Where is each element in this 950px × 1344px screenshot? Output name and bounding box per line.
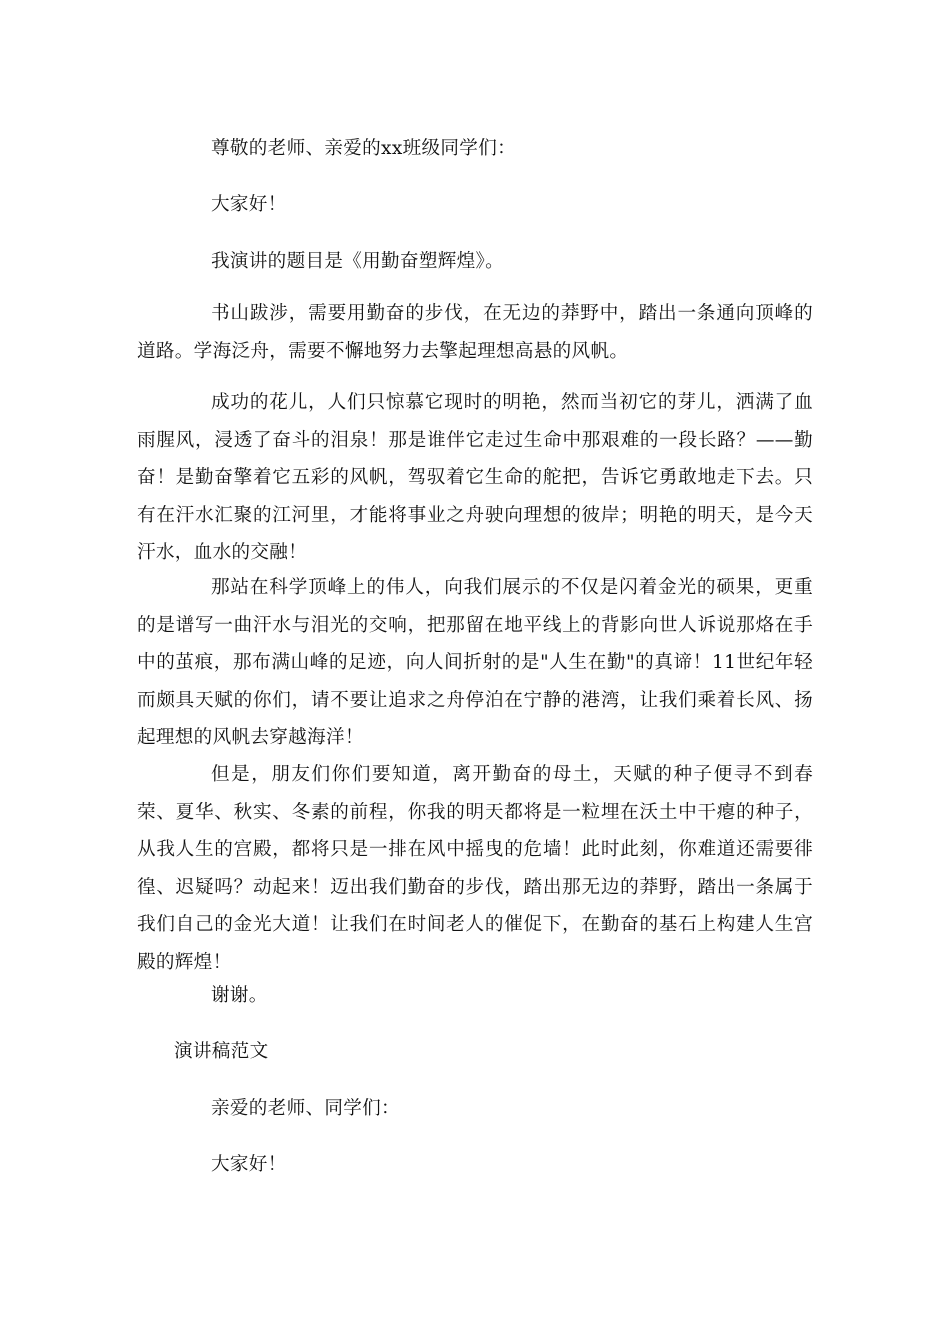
salutation: 尊敬的老师、亲爱的xx班级同学们： (211, 138, 516, 159)
speech-title-line: 我演讲的题目是《用勤奋塑辉煌》。 (211, 251, 505, 272)
body-paragraph: 书山跋涉，需要用勤奋的步伐，在无边的莽野中，踏出一条通向顶峰的道路。学海泛舟，需要不懈地努力去擎起理想高悬的风帆。 (137, 303, 813, 362)
greeting: 大家好！ (211, 194, 287, 215)
body-paragraph: 成功的花儿，人们只惊慕它现时的明艳，然而当初它的芽儿，洒满了血雨腥风，浸透了奋斗的泪泉！那是谁伴它走过生命中那艰难的一段长路？——勤奋！是勤奋擎着它五彩的风帆，驾驭着它生命的舵把，告诉它勇敢地走下去。只有在汗水汇聚的江河里，才能将事业之舟驶向理想的彼岸；明艳的明天，是今天汗水，血水的交融！ (137, 392, 813, 563)
body-paragraph: 但是，朋友们你们要知道，离开勤奋的母土，天赋的种子便寻不到春荣、夏华、秋实、冬素的前程，你我的明天都将是一粒埋在沃土中干瘪的种子，从我人生的宫殿，都将只是一排在风中摇曳的危墙！此时此刻，你难道还需要徘徨、迟疑吗？动起来！迈出我们勤奋的步伐，踏出那无边的莽野，踏出一条属于我们自己的金光大道！让我们在时间老人的催促下，在勤奋的基石上构建人生宫殿的辉煌！ (137, 764, 813, 973)
section-heading: 演讲稿范文 (174, 1041, 269, 1062)
salutation: 亲爱的老师、同学们： (211, 1098, 400, 1119)
body-paragraph: 那站在科学顶峰上的伟人，向我们展示的不仅是闪着金光的硕果，更重的是谱写一曲汗水与泪光的交响，把那留在地平线上的背影向世人诉说那烙在手中的茧痕，那布满山峰的足迹，向人间折射的是"人生在勤"的真谛！11世纪年轻而颇具天赋的你们，请不要让追求之舟停泊在宁静的港湾，让我们乘着长风、扬起理想的风帆去穿越海洋！ (137, 577, 813, 748)
closing: 谢谢。 (211, 985, 268, 1006)
greeting: 大家好！ (211, 1154, 287, 1175)
